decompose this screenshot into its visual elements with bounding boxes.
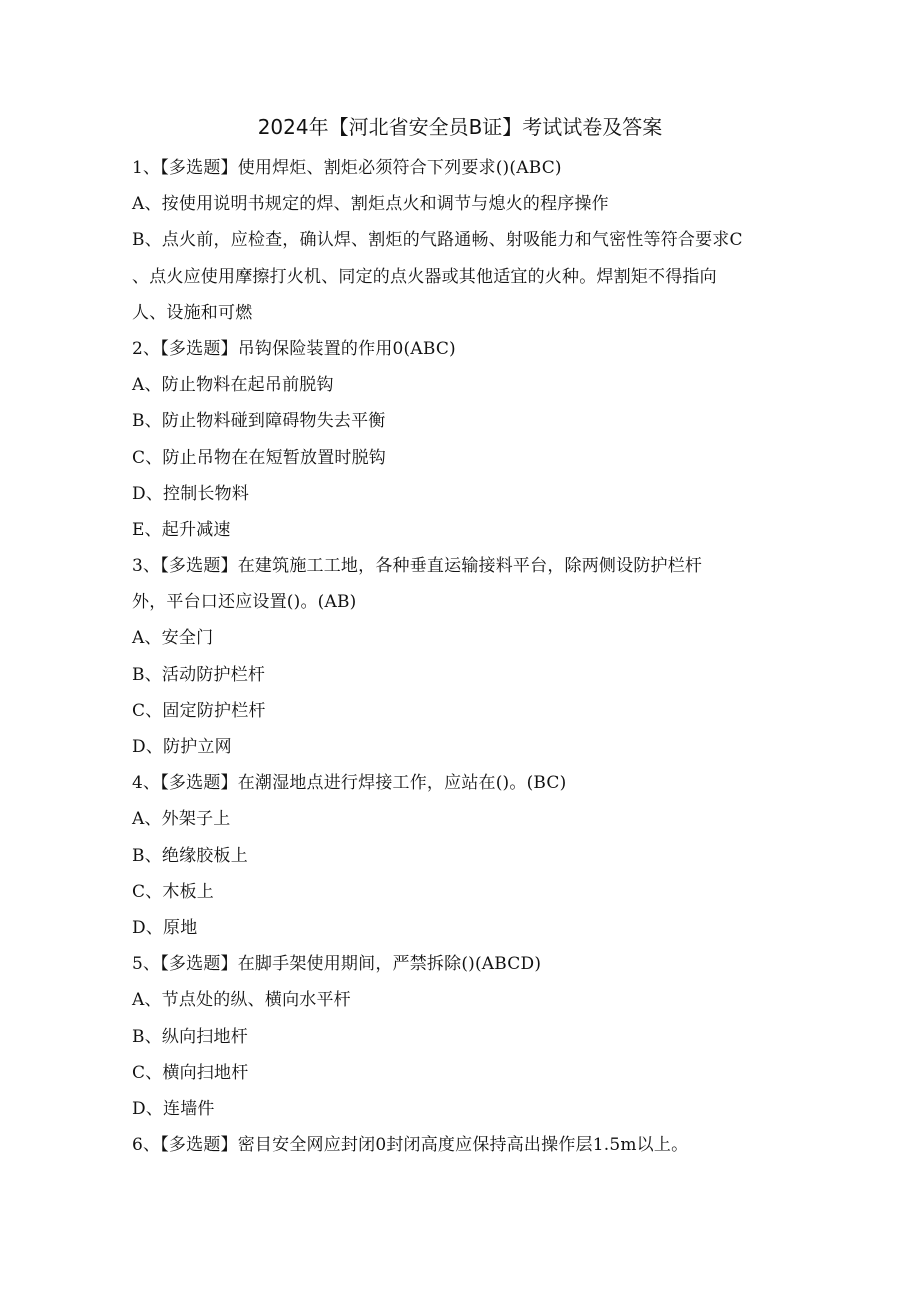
question-4-option-d: D、原地	[132, 917, 198, 938]
question-5-option-c: C、横向扫地杆	[132, 1062, 249, 1083]
question-5-stem: 5、【多选题】在脚手架使用期间，严禁拆除()(ABCD)	[132, 954, 542, 975]
question-3-stem-continued: 外，平台口还应设置()。(AB)	[132, 592, 357, 613]
question-1-option-c-continued: 人、设施和可燃	[132, 302, 253, 323]
question-4-stem: 4、【多选题】在潮湿地点进行焊接工作，应站在()。(BC)	[132, 773, 567, 794]
question-2-stem: 2、【多选题】吊钩保险装置的作用0(ABC)	[132, 338, 456, 359]
question-3-option-d: D、防护立网	[132, 737, 232, 757]
question-4-option-a: A、外架子上	[132, 809, 231, 830]
question-2-option-d: D、控制长物料	[132, 483, 250, 504]
question-5-option-a: A、节点处的纵、横向水平杆	[132, 990, 351, 1011]
question-4-option-b: B、绝缘胶板上	[132, 845, 248, 866]
document-title: 2024年【河北省安全员B证】考试试卷及答案	[257, 115, 663, 139]
question-3-option-c: C、固定防护栏杆	[132, 700, 266, 721]
question-5-option-b: B、纵向扫地杆	[132, 1026, 248, 1047]
question-6-stem: 6、【多选题】密目安全网应封闭0封闭高度应保持高出操作层1.5m以上。	[132, 1135, 689, 1156]
question-1-stem: 1、【多选题】使用焊炬、割炬必须符合下列要求()(ABC)	[132, 158, 562, 178]
question-2-option-b: B、防止物料碰到障碍物失去平衡	[132, 411, 386, 432]
question-2-option-c: C、防止吊物在在短暂放置时脱钩	[132, 447, 387, 468]
document-body	[132, 150, 792, 1163]
question-3-option-a: A、安全门	[132, 628, 214, 649]
question-1-option-a: A、按使用说明书规定的焊、割炬点火和调节与熄火的程序操作	[132, 194, 609, 215]
question-5-option-d: D、连墙件	[132, 1098, 215, 1119]
question-4-option-c: C、木板上	[132, 881, 215, 902]
question-2-option-a: A、防止物料在起吊前脱钩	[132, 375, 334, 396]
question-3-stem: 3、【多选题】在建筑施工工地，各种垂直运输接料平台，除两侧设防护栏杆	[132, 556, 703, 577]
question-2-option-e: E、起升减速	[132, 519, 231, 540]
question-3-option-b: B、活动防护栏杆	[132, 664, 266, 685]
question-1-option-b: B、点火前，应检查，确认焊、割炬的气路通畅、射吸能力和气密性等符合要求C	[132, 230, 743, 251]
question-1-option-c: 、点火应使用摩擦打火机、同定的点火器或其他适宜的火种。焊割矩不得指向	[132, 266, 717, 287]
